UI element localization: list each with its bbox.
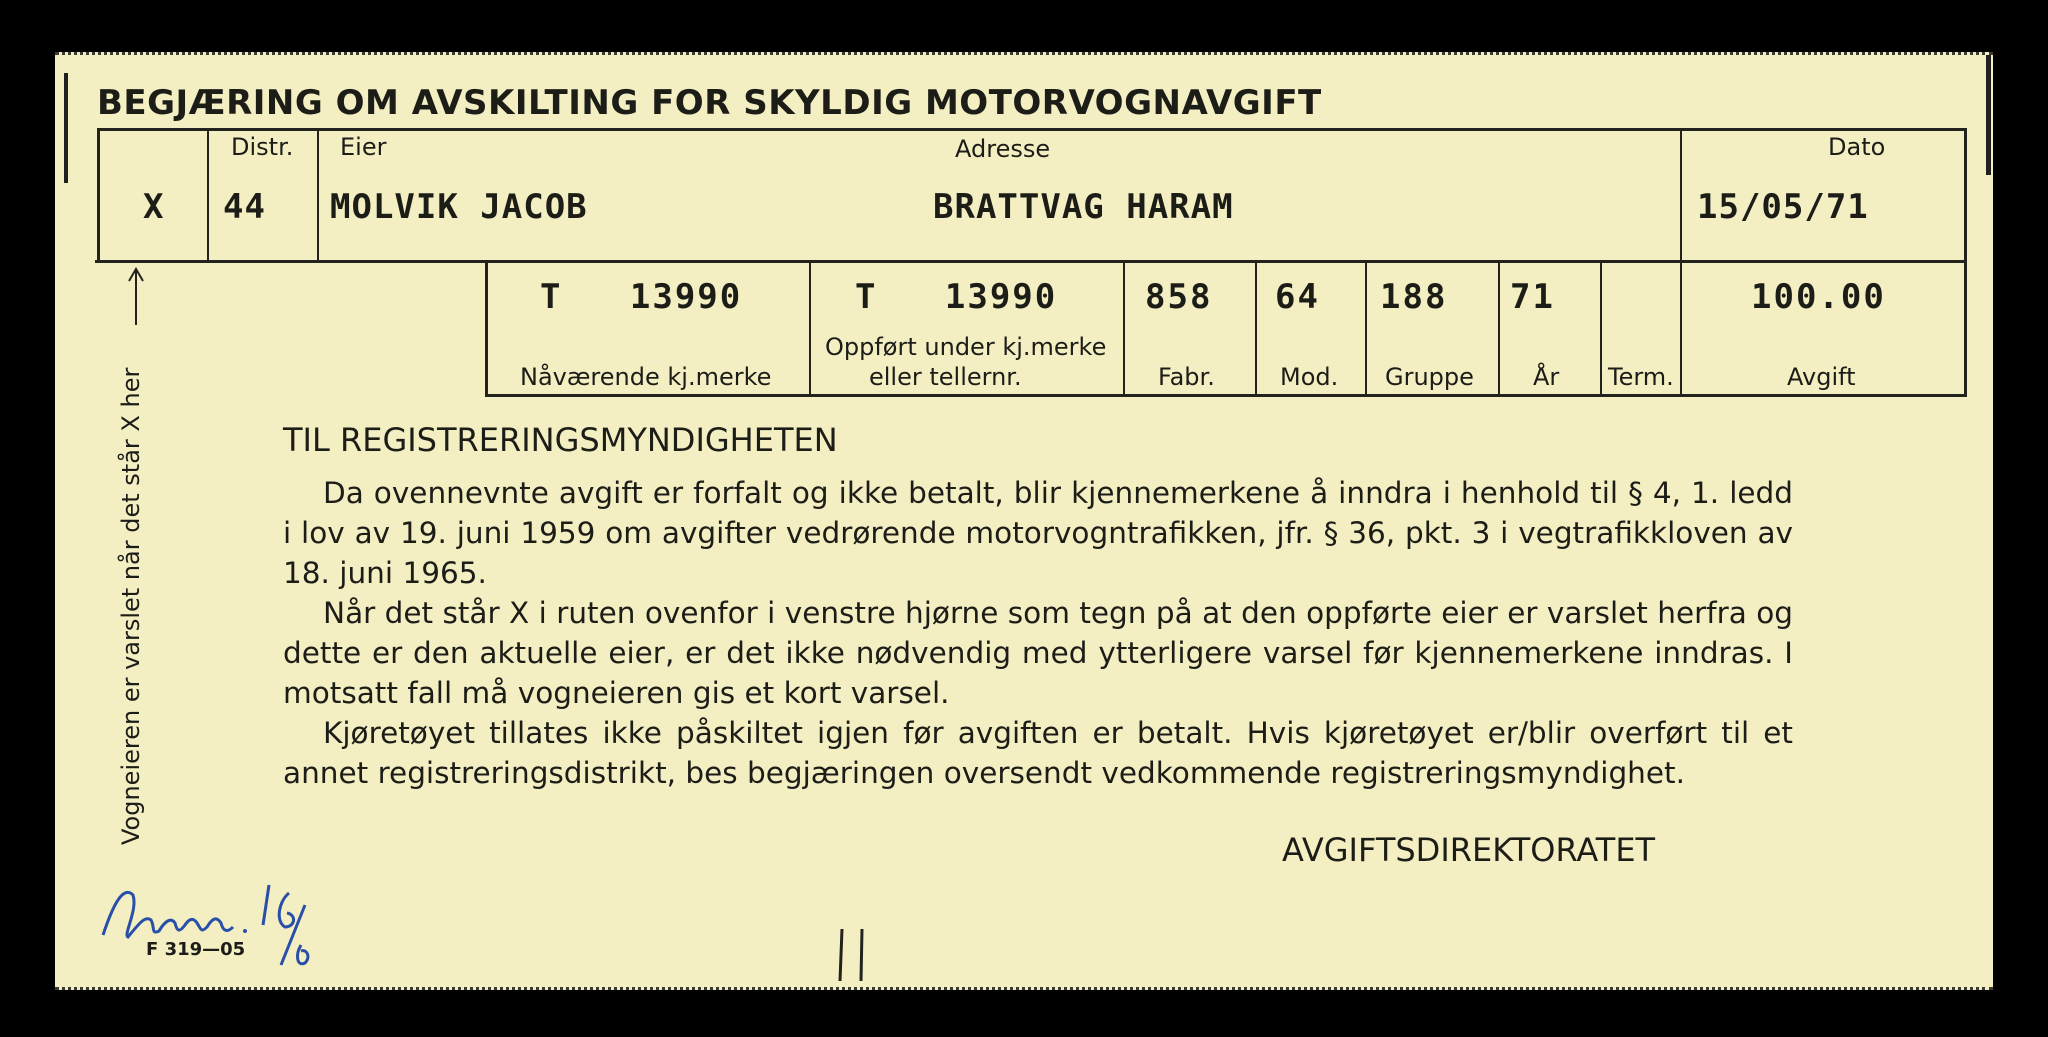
mod-value: 64 xyxy=(1275,277,1320,317)
district-value: 44 xyxy=(223,187,266,227)
paragraph: Kjøretøyet tillates ikke påskiltet igjen før avgiften er betalt. Hvis kjøretøyet er/blir overført til et annet registreringsdistrikt, bes begjæringen oversendt vedkommende registreringsmyndighet. xyxy=(283,716,1793,790)
current-plate-value: T 13990 xyxy=(540,277,743,317)
form-title: BEGJÆRING OM AVSKILTING FOR SKYLDIG MOTORVOGNAVGIFT xyxy=(97,83,1322,123)
label-distr: Distr. xyxy=(231,133,294,161)
owner-value: MOLVIK JACOB xyxy=(330,187,588,227)
right-rule xyxy=(1986,55,1991,175)
label-mod: Mod. xyxy=(1280,363,1339,391)
label-current-plate: Nåværende kj.merke xyxy=(520,363,772,391)
divider xyxy=(1680,128,1682,263)
divider xyxy=(1365,262,1367,397)
divider xyxy=(207,128,209,263)
divider xyxy=(809,262,811,397)
gruppe-value: 188 xyxy=(1380,277,1448,317)
label-registered-plate-2: eller tellernr. xyxy=(869,363,1022,391)
label-ar: År xyxy=(1533,363,1560,391)
divider xyxy=(1255,262,1257,397)
tally-marks xyxy=(834,927,874,983)
divider xyxy=(1498,262,1500,397)
label-term: Term. xyxy=(1608,363,1674,391)
notified-mark: X xyxy=(143,187,165,227)
divider xyxy=(1123,262,1125,397)
label-eier: Eier xyxy=(340,133,387,161)
form-sheet xyxy=(55,52,1993,990)
side-note: Vogneieren er varslet når det står X her xyxy=(117,367,145,845)
registered-plate-value: T 13990 xyxy=(855,277,1058,317)
label-dato: Dato xyxy=(1828,133,1886,161)
form-number: F 319—05 xyxy=(146,939,246,960)
address-value: BRATTVAG HARAM xyxy=(933,187,1234,227)
date-value: 15/05/71 xyxy=(1697,187,1869,227)
label-avgift: Avgift xyxy=(1787,363,1856,391)
label-gruppe: Gruppe xyxy=(1385,363,1474,391)
paragraph: Når det står X i ruten ovenfor i venstre hjørne som tegn på at den oppførte eier er varslet herfra og dette er den aktuelle eier, er det ikke nødvendig med ytterligere varsel før kjennemerkene inndras. I motsatt fall må vogneieren gis et kort varsel. xyxy=(283,596,1793,710)
fabr-value: 858 xyxy=(1145,277,1213,317)
signature-authority: AVGIFTSDIREKTORATET xyxy=(1282,831,1656,869)
avgift-value: 100.00 xyxy=(1751,277,1886,317)
ar-value: 71 xyxy=(1510,277,1555,317)
label-adresse: Adresse xyxy=(955,135,1051,163)
divider xyxy=(1600,262,1602,397)
label-registered-plate-1: Oppført under kj.merke xyxy=(825,333,1107,361)
divider xyxy=(317,128,319,263)
divider xyxy=(1680,262,1682,397)
paragraph: Da ovennevnte avgift er forfalt og ikke betalt, blir kjennemerkene å inndra i henhold til § 4, 1. ledd i lov av 19. juni 1959 om avgifter vedrørende motorvogntrafikken, jfr. § 36, pkt. 3 i vegtrafikkloven av 18. juni 1965. xyxy=(283,476,1793,590)
left-rule xyxy=(64,73,68,183)
label-fabr: Fabr. xyxy=(1158,363,1215,391)
body-text xyxy=(283,473,1793,793)
recipient-heading: TIL REGISTRERINGSMYNDIGHETEN xyxy=(283,421,838,459)
